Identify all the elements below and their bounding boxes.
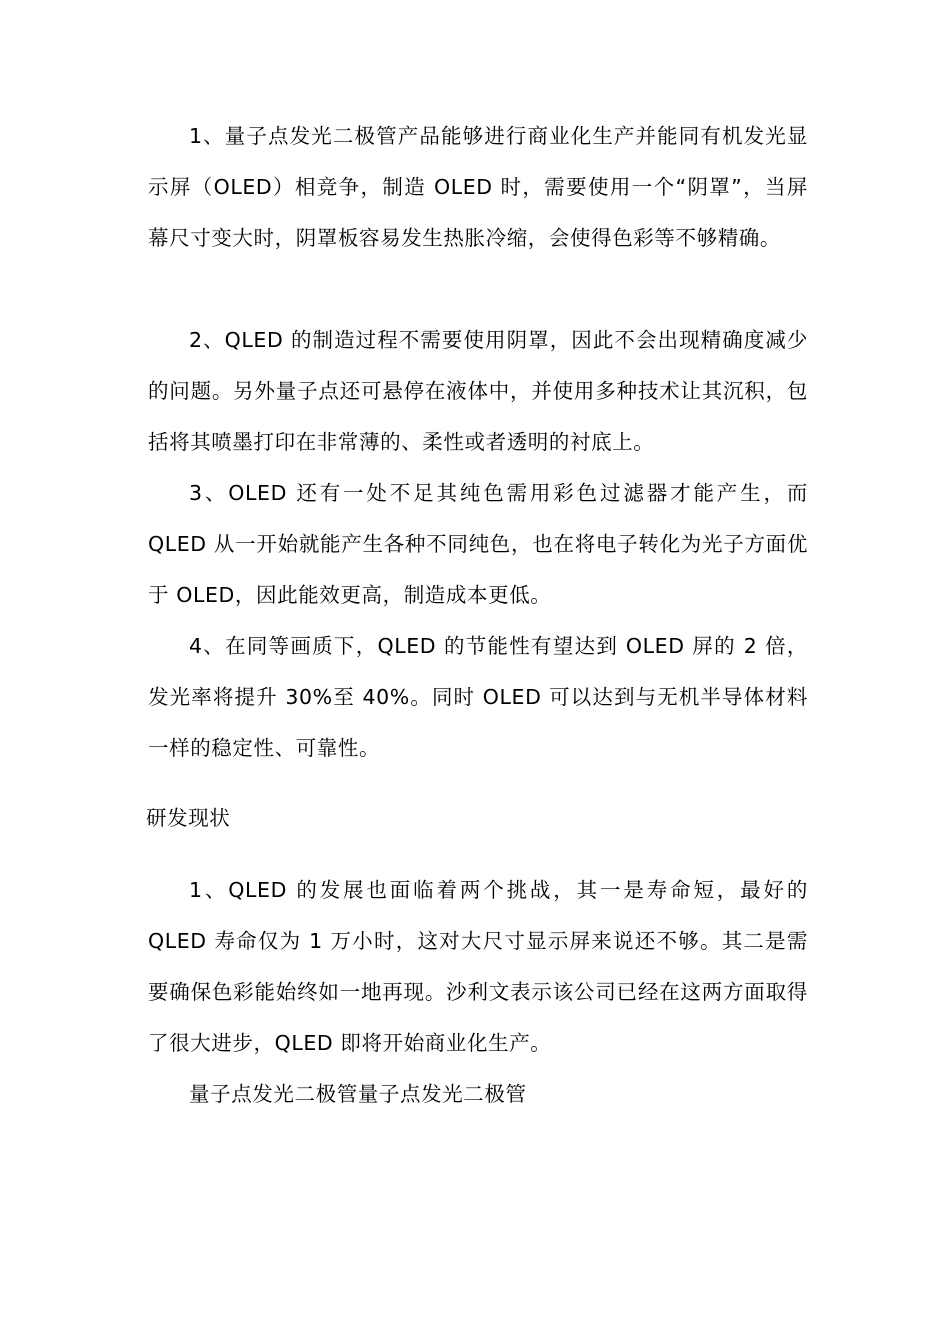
paragraph-2: 2、QLED 的制造过程不需要使用阴罩，因此不会出现精确度减少的问题。另外量子点还可悬停在液体中，并使用多种技术让其沉积，包括将其喷墨打印在非常薄的、柔性或者透明的衬底上。 — [148, 328, 808, 454]
paragraph-5: 1、QLED 的发展也面临着两个挑战，其一是寿命短，最好的 QLED 寿命仅为 1 万小时，这对大尺寸显示屏来说还不够。其二是需要确保色彩能始终如一地再现。沙利文表示该公司已经在这两方面取得了很大进步，QLED 即将开始商业化生产。 — [148, 878, 808, 1055]
section-heading: 研发现状 — [146, 806, 231, 830]
paragraph-6: 量子点发光二极管量子点发光二极管 — [189, 1082, 527, 1106]
paragraph-4: 4、在同等画质下，QLED 的节能性有望达到 OLED 屏的 2 倍，发光率将提升 30%至 40%。同时 OLED 可以达到与无机半导体材料一样的稳定性、可靠性。 — [148, 634, 808, 760]
paragraph-3: 3、OLED 还有一处不足其纯色需用彩色过滤器才能产生，而 QLED 从一开始就能产生各种不同纯色，也在将电子转化为光子方面优于 OLED，因此能效更高，制造成本更低。 — [148, 481, 808, 607]
paragraph-1: 1、量子点发光二极管产品能够进行商业化生产并能同有机发光显示屏（OLED）相竞争，制造 OLED 时，需要使用一个“阴罩”，当屏幕尺寸变大时，阴罩板容易发生热胀冷缩，会使得色彩等不够精确。 — [148, 124, 808, 250]
